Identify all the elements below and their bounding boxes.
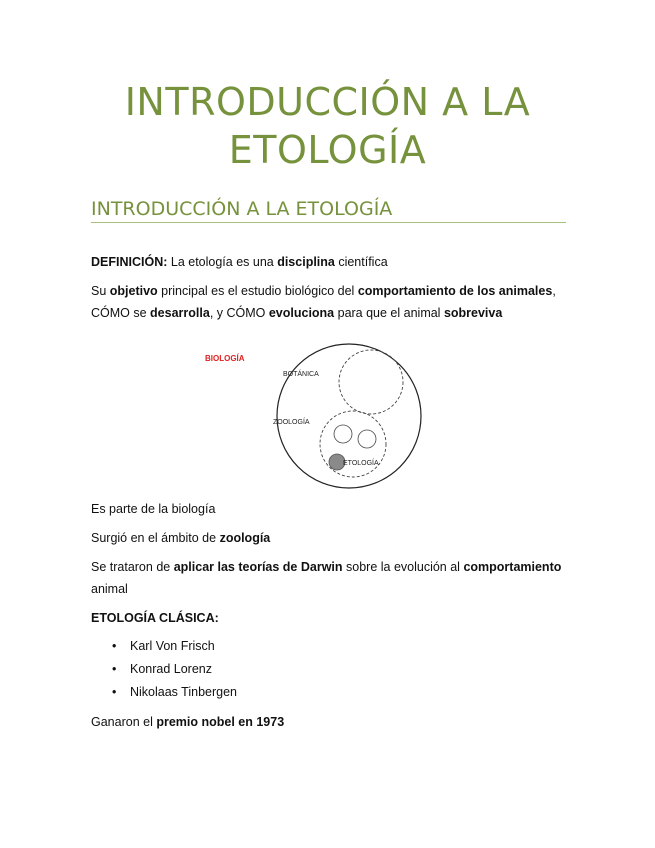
objective-text: , y CÓMO: [209, 306, 269, 320]
objective-text: ,: [552, 284, 556, 298]
list-item: Konrad Lorenz: [130, 662, 213, 676]
definition-text: La etología es una: [167, 255, 278, 269]
definition-bold: disciplina: [277, 255, 335, 269]
objective-text: CÓMO se: [91, 306, 151, 320]
objective-bold: comportamiento de los animales: [357, 284, 553, 298]
zoologia-label: ZOOLOGÍA: [273, 419, 310, 426]
objective-bold: desarrolla: [150, 306, 210, 320]
document-title-line2: ETOLOGÍA: [228, 128, 427, 172]
bullet-icon: •: [112, 639, 117, 653]
objective-line1: [91, 283, 556, 299]
biologia-label: BIOLOGÍA: [205, 354, 245, 363]
objective-text: para que el animal: [334, 306, 444, 320]
definition-text-end: científica: [334, 255, 388, 269]
botanica-circle: [339, 350, 403, 414]
fact-bold: aplicar las teorías de Darwin: [173, 560, 343, 574]
bullet-icon: •: [112, 662, 117, 676]
inner-circle-small: [358, 430, 376, 448]
objective-bold: evoluciona: [268, 306, 335, 320]
nobel-text: Ganaron el: [91, 715, 157, 729]
fact-biology: Es parte de la biología: [91, 502, 216, 516]
biology-diagram: [195, 334, 425, 494]
classical-heading: [91, 610, 219, 626]
classical-heading-text: ETOLOGÍA CLÁSICA:: [91, 611, 219, 625]
fact-text: Se trataron de: [91, 560, 174, 574]
document-title-line1: INTRODUCCIÓN A LA: [124, 80, 531, 124]
etologia-label: ETOLOGÍA: [343, 460, 379, 467]
objective-line2: [91, 305, 502, 321]
fact-text: sobre la evolución al: [342, 560, 464, 574]
objective-bold: sobreviva: [443, 306, 503, 320]
inner-circle-small: [334, 425, 352, 443]
objective-text: Su: [91, 284, 110, 298]
fact-darwin-line2: animal: [91, 582, 128, 596]
objective-bold: objetivo: [109, 284, 158, 298]
objective-text: principal es el estudio biológico del: [157, 284, 358, 298]
zoologia-circle: [320, 411, 386, 477]
definition-label: DEFINICIÓN:: [91, 255, 168, 269]
fact-zoology: [91, 530, 270, 546]
botanica-label: BOTÁNICA: [283, 371, 319, 378]
list-item: Karl Von Frisch: [130, 639, 215, 653]
fact-bold: comportamiento: [463, 560, 562, 574]
nobel-paragraph: [91, 714, 284, 730]
definition-paragraph: [91, 254, 388, 270]
section-heading: INTRODUCCIÓN A LA ETOLOGÍA: [91, 198, 566, 223]
nobel-bold: premio nobel en 1973: [156, 715, 285, 729]
fact-darwin-line1: [91, 559, 561, 575]
bullet-icon: •: [112, 685, 117, 699]
fact-text: Surgió en el ámbito de: [91, 531, 220, 545]
list-item: Nikolaas Tinbergen: [130, 685, 238, 699]
fact-bold: zoología: [219, 531, 271, 545]
